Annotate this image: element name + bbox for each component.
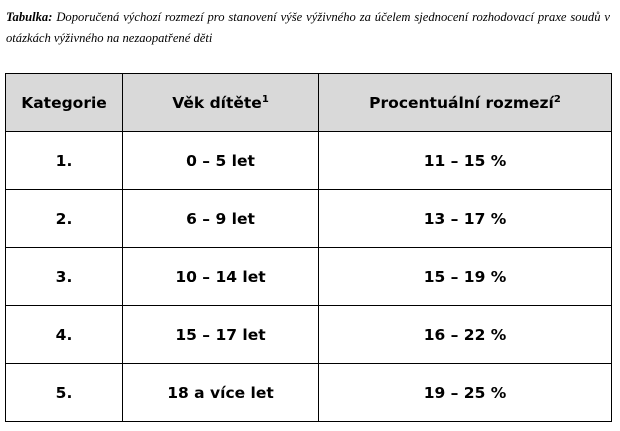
table-row [6, 132, 612, 190]
table-caption [6, 7, 610, 49]
cell-category: 3. [6, 248, 123, 306]
cell-range: 19 – 25 % [319, 364, 612, 422]
header-range [319, 74, 612, 132]
cell-age: 18 a více let [123, 364, 319, 422]
header-range-label: Procentuální rozmezí [369, 93, 554, 112]
header-age-label: Věk dítěte [172, 93, 262, 112]
cell-category: 5. [6, 364, 123, 422]
cell-age: 10 – 14 let [123, 248, 319, 306]
cell-age: 15 – 17 let [123, 306, 319, 364]
header-age [123, 74, 319, 132]
cell-category: 4. [6, 306, 123, 364]
table-header-row [6, 74, 612, 132]
header-category-label: Kategorie [21, 93, 107, 112]
cell-range: 13 – 17 % [319, 190, 612, 248]
alimony-table [5, 73, 612, 422]
caption-text: Doporučená výchozí rozmezí pro stanovení výše výživného za účelem sjednocení rozhodovací praxe soudů v otázkách výživného na nezaopatřené děti [6, 10, 610, 45]
header-range-footnote: 2 [553, 93, 561, 105]
cell-age: 0 – 5 let [123, 132, 319, 190]
cell-age: 6 – 9 let [123, 190, 319, 248]
cell-category: 1. [6, 132, 123, 190]
table-row [6, 248, 612, 306]
header-category [6, 74, 123, 132]
header-age-footnote: 1 [261, 93, 269, 105]
cell-range: 16 – 22 % [319, 306, 612, 364]
table-row [6, 364, 612, 422]
table-row [6, 190, 612, 248]
cell-category: 2. [6, 190, 123, 248]
cell-range: 15 – 19 % [319, 248, 612, 306]
table-row [6, 306, 612, 364]
cell-range: 11 – 15 % [319, 132, 612, 190]
caption-label: Tabulka: [6, 10, 53, 24]
